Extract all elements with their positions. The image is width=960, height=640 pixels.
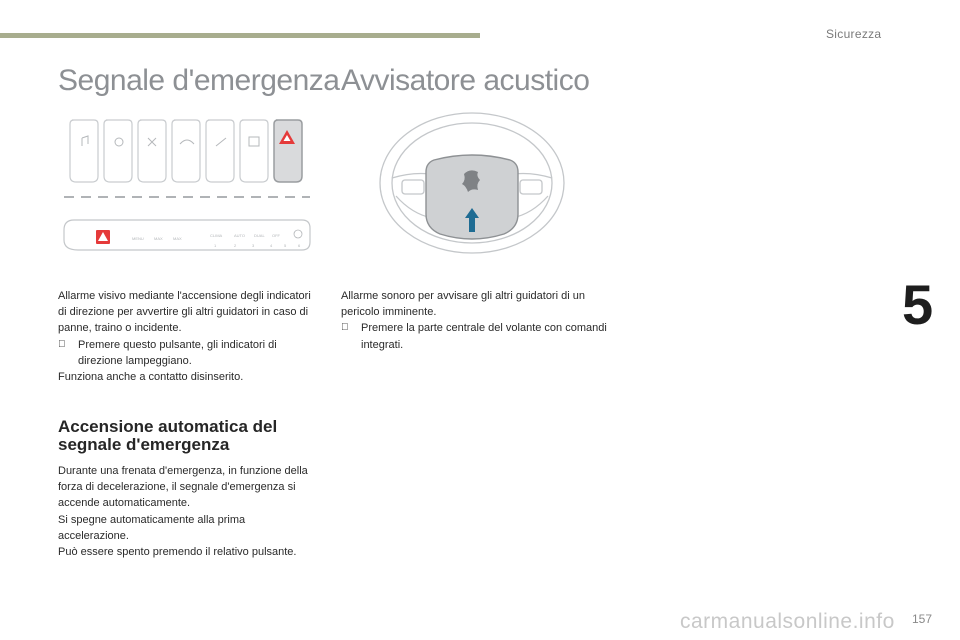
section-name: Sicurezza [826, 27, 882, 41]
hazard-button-upper [274, 120, 302, 182]
auto-hazard-p3: Può essere spento premendo il relativo pulsante. [58, 546, 297, 559]
svg-text:1: 1 [214, 243, 217, 248]
bullet-mark-icon [58, 337, 78, 369]
svg-text:3: 3 [252, 243, 255, 248]
svg-text:6: 6 [298, 243, 301, 248]
auto-hazard-p1: Durante una frenata d'emergenza, in funzione della forza di decelerazione, il segnale d'emergenza si accende automaticamente. [58, 465, 308, 510]
svg-text:OFF: OFF [272, 233, 280, 238]
chapter-number: 5 [902, 273, 934, 336]
svg-text:2: 2 [234, 243, 237, 248]
hazard-intro: Allarme visivo mediante l'accensione degli indicatori di direzione per avvertire gli altri guidatori in caso di panne, traino o incidente. [58, 290, 311, 335]
svg-text:4: 4 [270, 243, 273, 248]
bullet-mark-icon [341, 320, 361, 352]
svg-text:DUAL: DUAL [254, 233, 265, 238]
auto-hazard-subtitle: Accensione automatica del segnale d'emergenza [58, 417, 278, 454]
hazard-switch-illustration [58, 112, 313, 262]
lower-control-panel [64, 220, 310, 250]
page-title-horn: Avvisatore acustico [341, 64, 590, 97]
hazard-bullet-text: Premere questo pulsante, gli indicatori di direzione lampeggiano. [78, 338, 277, 367]
svg-text:MAX: MAX [173, 236, 182, 241]
svg-text:CLIMA: CLIMA [210, 233, 223, 238]
hazard-note: Funziona anche a contatto disinserito. [58, 371, 244, 384]
auto-hazard-p2: Si spegne automaticamente alla prima accelerazione. [58, 513, 246, 542]
watermark: carmanualsonline.info [680, 610, 895, 633]
horn-bullet [341, 320, 611, 352]
steering-wheel-illustration [372, 108, 572, 258]
header-accent-bar [0, 33, 480, 38]
horn-intro: Allarme sonoro per avvisare gli altri guidatori di un pericolo imminente. [341, 290, 585, 319]
horn-description [341, 288, 611, 353]
svg-text:MAX: MAX [154, 236, 163, 241]
hazard-bullet [58, 337, 318, 369]
page-title-hazard: Segnale d'emergenza [58, 64, 340, 97]
svg-text:MENU: MENU [132, 236, 144, 241]
svg-text:5: 5 [284, 243, 287, 248]
page-number: 157 [912, 612, 933, 626]
upper-button-glyphs [82, 136, 259, 146]
upper-button-row [70, 120, 268, 182]
horn-bullet-text: Premere la parte centrale del volante con comandi integrati. [361, 322, 607, 351]
svg-text:AUTO: AUTO [234, 233, 246, 238]
auto-hazard-description [58, 463, 318, 560]
hazard-description [58, 288, 318, 385]
